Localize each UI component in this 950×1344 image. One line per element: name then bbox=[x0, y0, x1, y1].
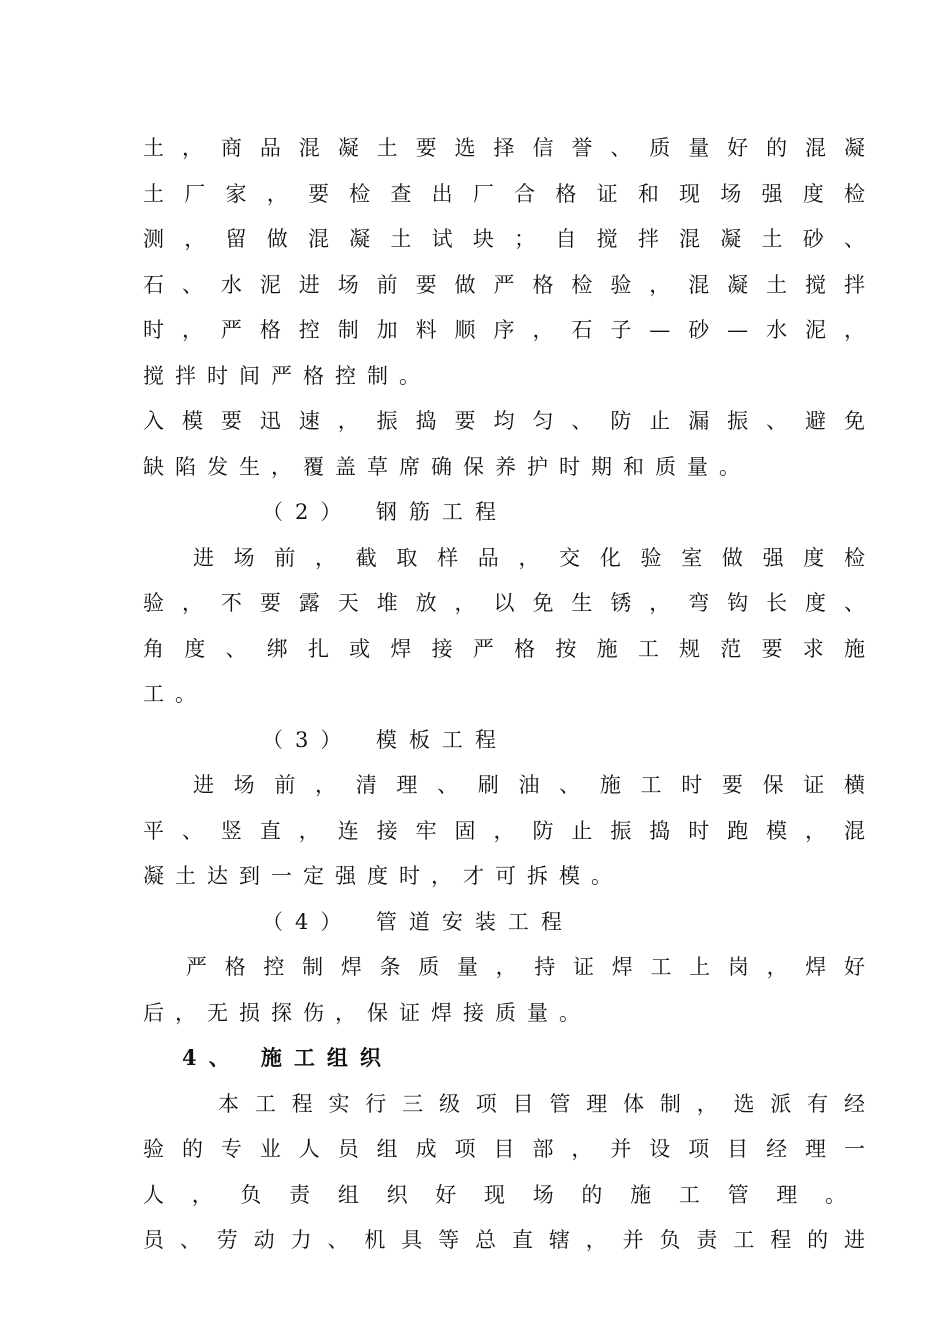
text-line: 验的专业人员组成项目部，并设项目经理一 bbox=[143, 1137, 865, 1161]
section-heading-rebar: （2） 钢筋工程 bbox=[262, 500, 508, 524]
paragraph-first-line: 本工程实行三级项目管理体制，选派有经 bbox=[218, 1092, 865, 1116]
text-line: 土厂家，要检查出厂合格证和现场强度检 bbox=[143, 182, 865, 206]
section-heading-formwork: （3） 模板工程 bbox=[262, 728, 508, 752]
section-heading-pipeline: （4） 管道安装工程 bbox=[262, 910, 574, 934]
text-line: 石、水泥进场前要做严格检验，混凝土搅拌 bbox=[143, 273, 865, 297]
text-line: 入模要迅速，振捣要均匀、防止漏振、避免 bbox=[143, 409, 865, 433]
text-line: 工。 bbox=[143, 682, 207, 706]
paragraph-first-line: 严格控制焊条质量，持证焊工上岗，焊好 bbox=[186, 955, 865, 979]
paragraph-first-line: 进场前，截取样品，交化验室做强度检 bbox=[193, 546, 865, 570]
text-line: 时，严格控制加料顺序，石子—砂—水泥， bbox=[143, 318, 865, 342]
text-line: 角度、绑扎或焊接严格按施工规范要求施 bbox=[143, 637, 865, 661]
text-line: 搅拌时间严格控制。 bbox=[143, 364, 431, 388]
text-line: 测，留做混凝土试块；自搅拌混凝土砂、 bbox=[143, 227, 865, 251]
text-line: 员、劳动力、机具等总直辖，并负责工程的进 bbox=[143, 1228, 865, 1252]
text-line: 平、竖直，连接牢固，防止振捣时跑模，混 bbox=[143, 819, 865, 843]
text-line: 凝土达到一定强度时，才可拆模。 bbox=[143, 864, 623, 888]
paragraph-first-line: 进场前，清理、刷油、施工时要保证横 bbox=[193, 773, 865, 797]
text-line: 人，负责组织好现场的施工管理。 bbox=[143, 1183, 846, 1207]
text-line: 土，商品混凝土要选择信誉、质量好的混凝 bbox=[143, 136, 865, 160]
text-line: 后，无损探伤，保证焊接质量。 bbox=[143, 1001, 591, 1025]
section-heading-organization: 4、 施工组织 bbox=[182, 1045, 393, 1070]
text-line: 验，不要露天堆放，以免生锈，弯钩长度、 bbox=[143, 591, 865, 615]
text-line: 缺陷发生，覆盖草席确保养护时期和质量。 bbox=[143, 455, 751, 479]
